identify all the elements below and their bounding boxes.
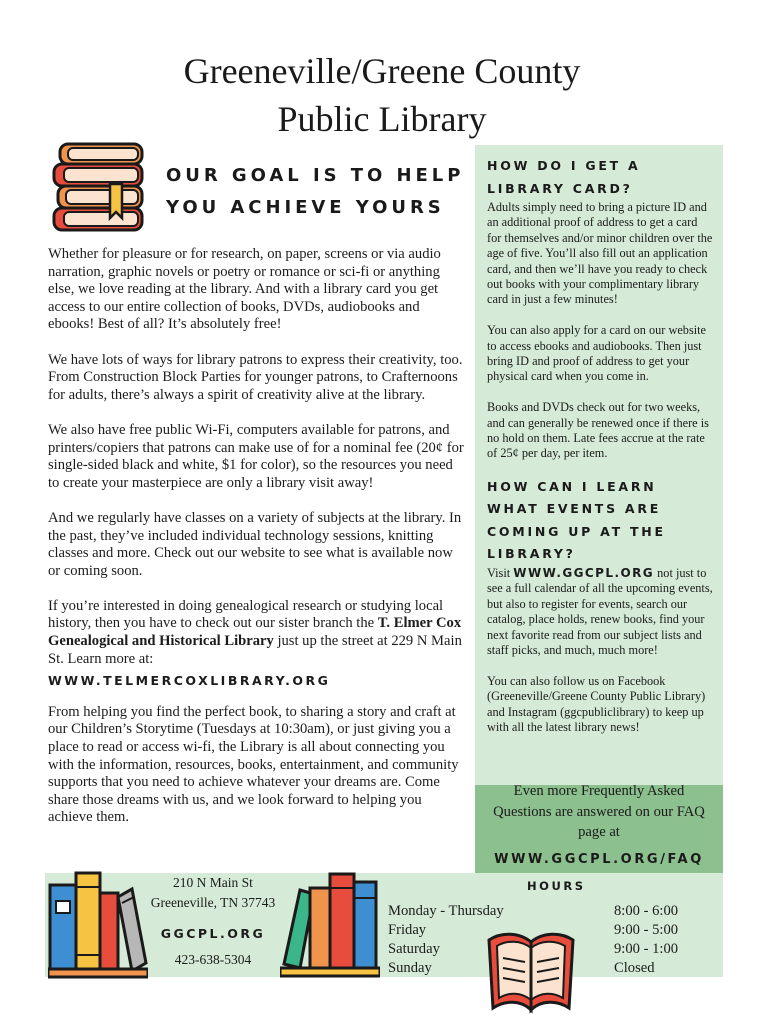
hours-time: Closed xyxy=(614,960,655,976)
goal-line-1: OUR GOAL IS TO HELP xyxy=(166,165,465,186)
paragraph-storytime: From helping you find the perfect book, to sharing a story and craft at our Children’s Storytime (Tuesdays at 10:30am), or just giving you a place to read or access wi-fi, the Library is all about connecting you with the information, resources, books, entertainment, and community supports that you need to achieve whatever your dreams are. Come share those dreams with us, and we look forward to helping you achieve them. xyxy=(48,703,459,826)
website-link[interactable]: GGCPL.ORG xyxy=(160,926,266,941)
faq-link[interactable]: WWW.GGCPL.ORG/FAQ xyxy=(494,851,704,867)
address-city: Greeneville, TN 37743 xyxy=(150,895,276,910)
paragraph-classes: And we regularly have classes on a variety of subjects at the library. In the past, they’ve included individual technology sessions, knitting classes and more. Check out our website to see what is available now or coming soon. xyxy=(48,509,462,579)
paragraph-creativity: We have lots of ways for library patrons to express their creativity, too. From Construction Block Parties for younger patrons, to Crafternoons for adults, there’s always a spirit of creativity alive at the library. xyxy=(48,351,463,403)
main-column xyxy=(48,246,466,845)
hours-time: 9:00 - 5:00 xyxy=(614,922,679,938)
library-card-heading-line-2: LIBRARY CARD? xyxy=(487,180,633,196)
hours-days: Monday - Thursday xyxy=(388,903,504,919)
bookshelf-icon xyxy=(48,871,148,979)
hours-title: HOURS xyxy=(527,879,586,893)
hours-time: 9:00 - 1:00 xyxy=(614,941,679,957)
genealogy-text-after: just up the street at 229 N Main St. Learn more at: xyxy=(48,633,462,667)
events-text-before: Visit xyxy=(487,565,514,580)
events-heading xyxy=(487,476,713,566)
goal-line-2: YOU ACHIEVE YOURS xyxy=(166,197,445,218)
events-heading-line-2: WHAT EVENTS ARE xyxy=(487,501,662,517)
faq-text xyxy=(475,781,723,843)
hours-days: Friday xyxy=(388,922,427,938)
checkout-policy-text: Books and DVDs check out for two weeks, and can generally be renewed once if there is no hold on them. Late fees accrue at the rate of 25¢ per day, per item. xyxy=(487,400,709,461)
title-line-1: Greeneville/Greene County xyxy=(183,51,581,91)
address-street: 210 N Main St xyxy=(173,875,253,890)
events-heading-line-1: HOW CAN I LEARN xyxy=(487,478,657,494)
page-title xyxy=(80,47,684,143)
book-stack-icon xyxy=(50,140,150,240)
library-card-heading-line-1: HOW DO I GET A xyxy=(487,158,641,173)
faq-line-3: page at xyxy=(578,824,620,841)
ggcpl-link[interactable]: WWW.GGCPL.ORG xyxy=(513,565,655,580)
paragraph-genealogy xyxy=(48,598,466,668)
faq-sidebar xyxy=(475,145,723,785)
paragraph-wifi: We also have free public Wi-Fi, computers available for patrons, and printers/copiers that patrons can make use of for a nominal fee (20¢ for single-sided black and white, $1 for color), so the resources you need to create your masterpiece are only a library visit away! xyxy=(48,421,464,491)
hours-time: 8:00 - 6:00 xyxy=(614,903,679,919)
address-block xyxy=(138,873,288,970)
events-heading-line-3: COMING UP AT THE xyxy=(487,523,666,539)
hours-days: Sunday xyxy=(388,960,432,976)
goal-heading xyxy=(166,160,466,224)
library-card-text-2: You can also apply for a card on our website to access ebooks and audiobooks. Then just bring ID and proof of address to get your physical card when you come in. xyxy=(487,323,707,384)
events-text xyxy=(487,566,713,658)
social-media-text: You can also follow us on Facebook (Greeneville/Greene County Public Library) and Instagram (ggcpubliclibrary) to keep up with all the latest library news! xyxy=(487,673,706,734)
library-card-text-1: Adults simply need to bring a picture ID and an additional proof of address to get a card for themselves and/or minor children over the age of five. You’ll also fill out an application card, and then we’ll have you ready to check out books with your complimentary library card in just a few minutes! xyxy=(487,200,713,307)
faq-box xyxy=(475,785,723,873)
title-line-2: Public Library xyxy=(277,99,487,139)
faq-line-1: Even more Frequently Asked xyxy=(513,783,685,799)
events-text-after: not just to see a full calendar of all the upcoming events, but also to register for events, search our catalog, place holds, renew books, find your next favorite read from our subject lists and staff picks, and much, much more! xyxy=(487,565,713,657)
genealogy-text-before: If you’re interested in doing genealogical research or studying local history, then you have to check out our sister branch the xyxy=(48,597,444,632)
paragraph-reading: Whether for pleasure or for research, on paper, screens or via audio narration, graphic novels or poetry or romance or sci-fi or anything else, we love reading at the library. And with a library card you get access to our entire collection of books, DVDs, audiobooks and ebooks! Best of all? It’s absolutely free! xyxy=(48,246,441,333)
cox-library-name: T. Elmer Cox Genealogical and Historical Library xyxy=(48,615,462,650)
faq-line-2: Questions are answered on our FAQ xyxy=(493,803,705,820)
hours-days: Saturday xyxy=(388,941,440,957)
events-heading-line-4: LIBRARY? xyxy=(487,546,576,562)
phone-number[interactable]: 423-638-5304 xyxy=(174,952,252,967)
library-card-heading xyxy=(487,155,713,200)
open-book-icon xyxy=(483,928,579,1020)
bookshelf-icon xyxy=(280,870,380,978)
cox-library-link[interactable]: WWW.TELMERCOXLIBRARY.ORG xyxy=(48,673,331,689)
